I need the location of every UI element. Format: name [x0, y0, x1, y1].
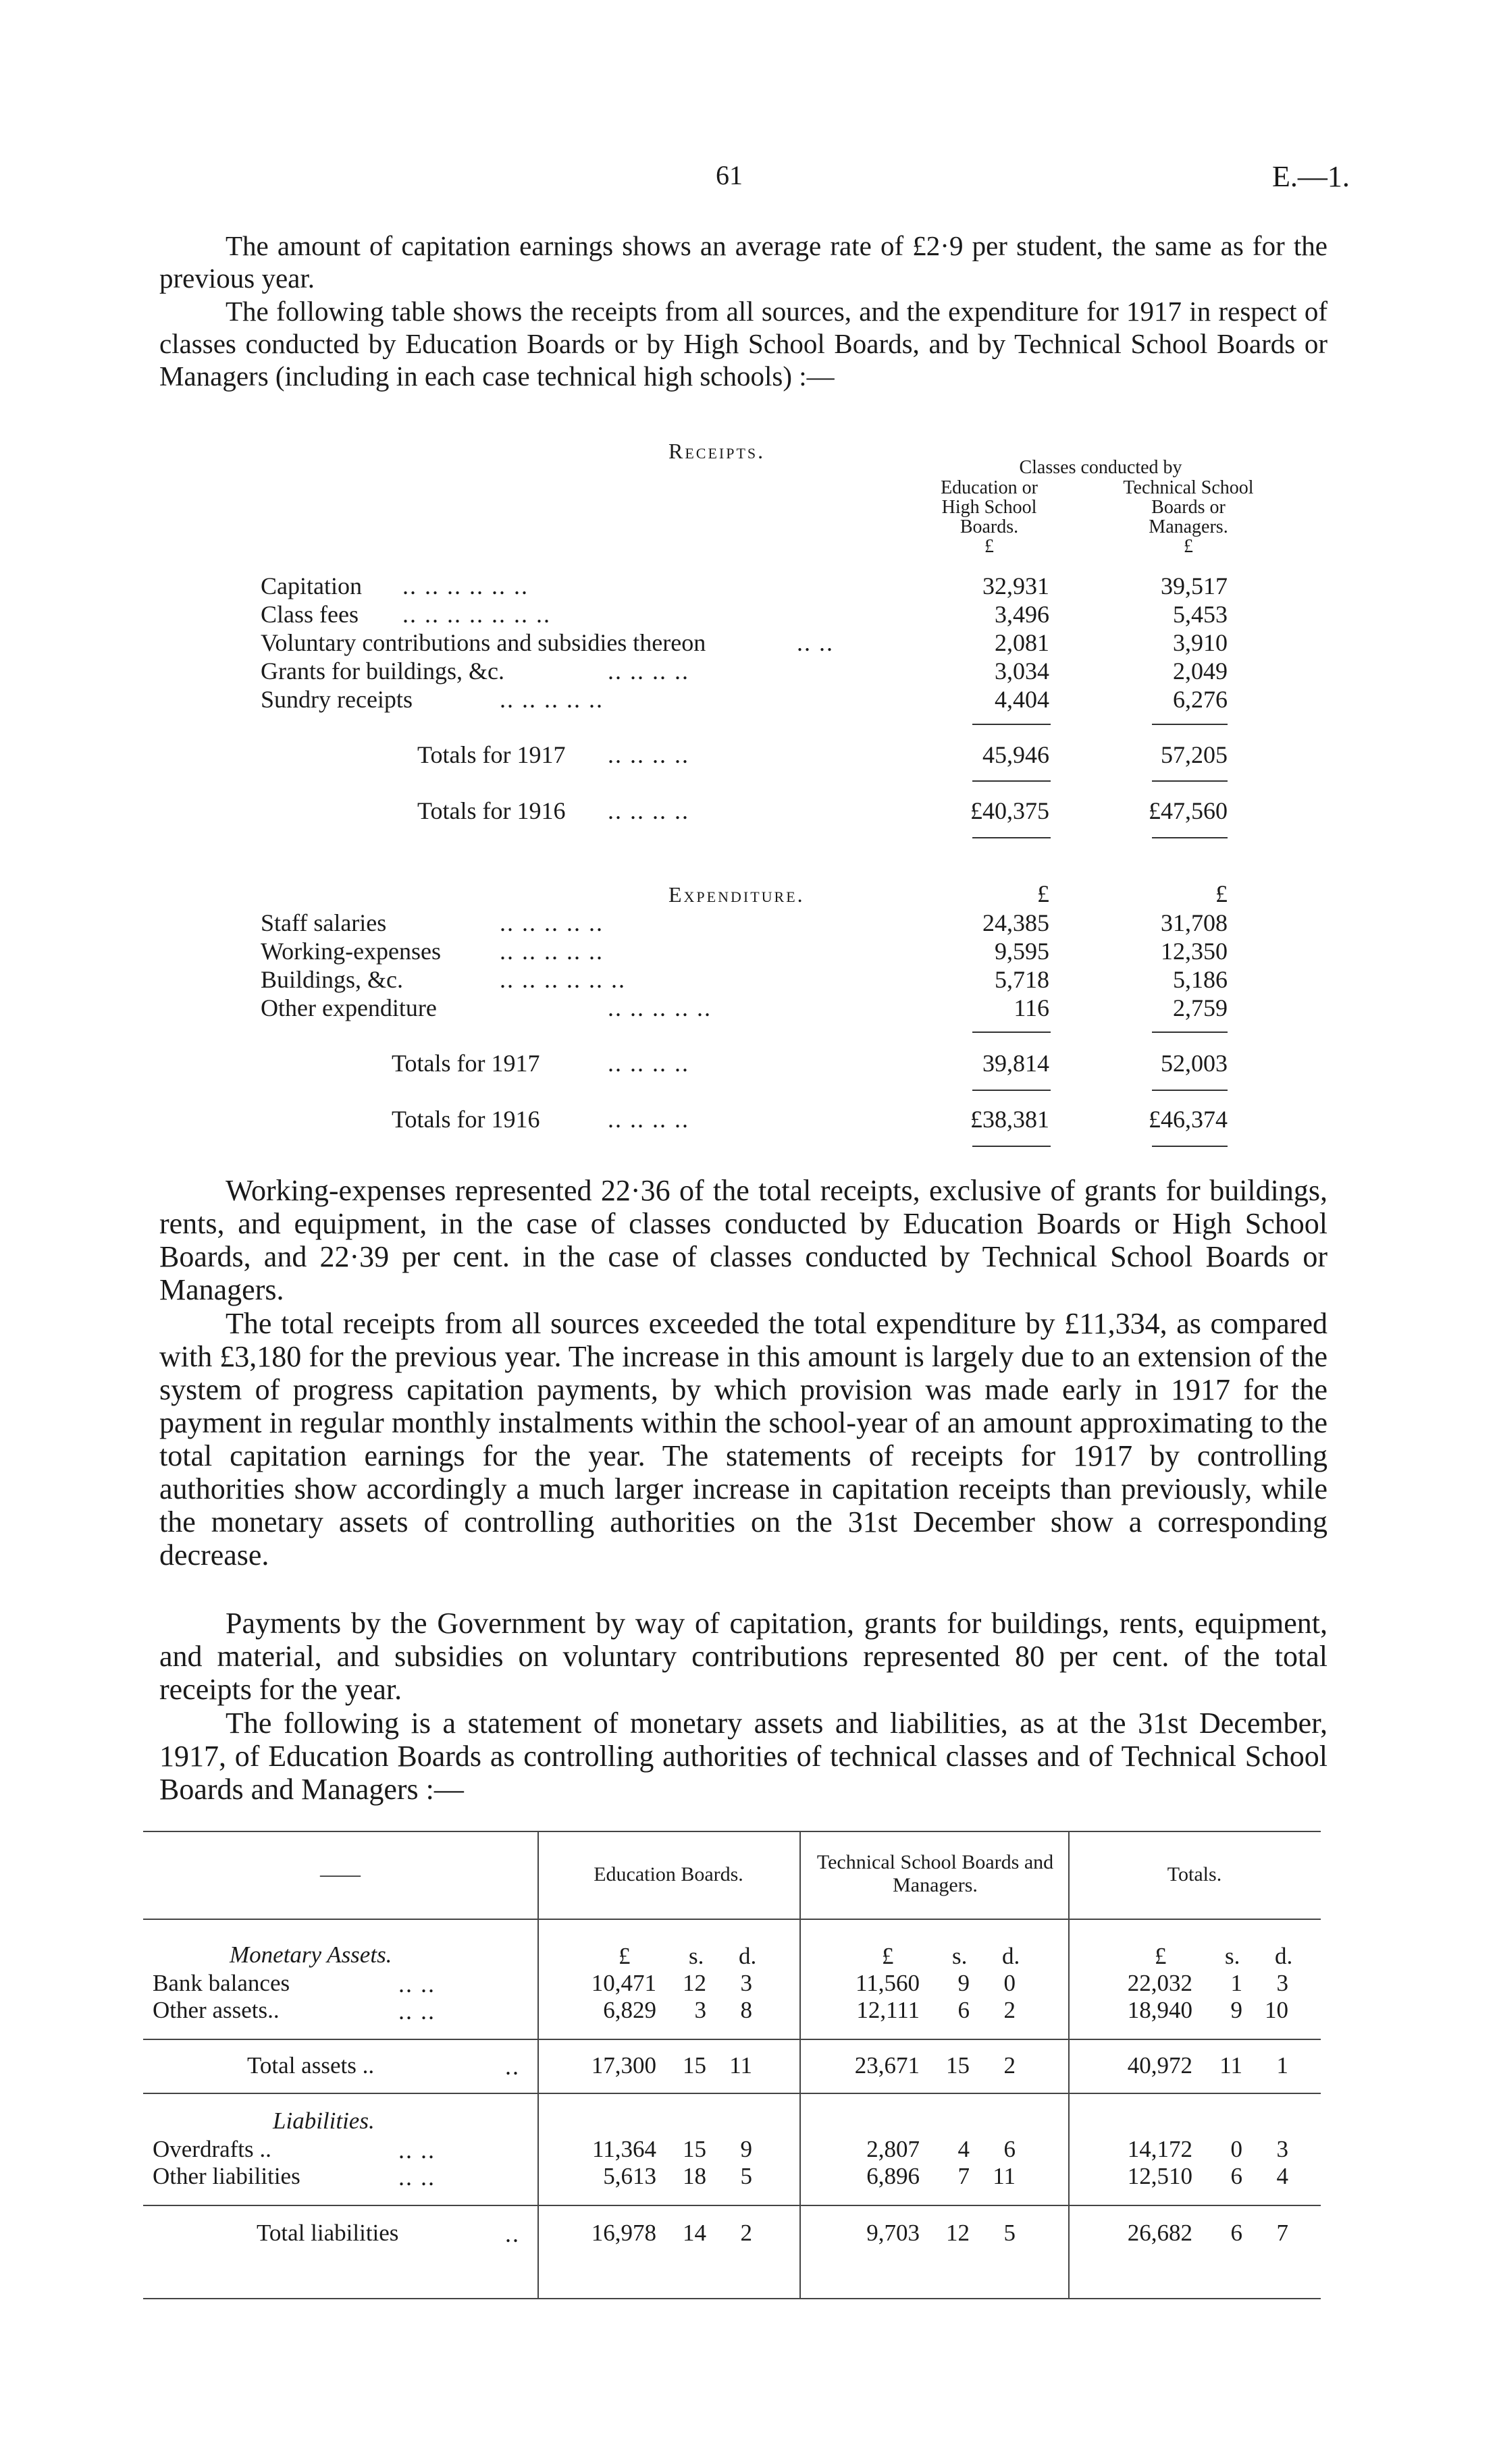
leader-dots: .. .. .. ..	[608, 1050, 689, 1077]
table-cell: 0	[1003, 1970, 1016, 1996]
table-cell: 39,517	[1161, 572, 1228, 599]
table-cell: 5,718	[995, 966, 1049, 993]
table-cell: 6,896	[866, 2163, 920, 2189]
table-cell: 2	[1003, 2052, 1016, 2079]
sum-rule	[1152, 1090, 1228, 1091]
unit-shillings: s.	[689, 1943, 704, 1969]
unit-pounds: £	[882, 1943, 894, 1969]
leader-dots: .. .. .. ..	[608, 1106, 689, 1133]
column-divider	[799, 1831, 801, 2298]
table-row-label: Sundry receipts	[261, 686, 413, 713]
table-row-label: Staff salaries	[261, 909, 387, 936]
paragraph-government-payments: Payments by the Government by way of capitation, grants for buildings, rents, equipment, and material, and subsidies on voluntary contributions represented 80 per cent. of the total receipts for the year.	[159, 1607, 1327, 1706]
table-cell: 17,300	[591, 2052, 656, 2079]
table-cell: 3,910	[1173, 629, 1228, 656]
sum-rule	[972, 1032, 1051, 1033]
table-cell: 3	[740, 1970, 752, 1996]
unit-shillings: s.	[1225, 1943, 1240, 1969]
table-row-label: Other assets..	[153, 1997, 280, 2023]
page-number: 61	[716, 160, 743, 190]
table-cell: 15	[946, 2052, 970, 2079]
unit-shillings: s.	[952, 1943, 968, 1969]
leader-dots: .. .. .. .. .. ..	[402, 572, 529, 599]
table-cell: 15	[683, 2136, 706, 2162]
table-cell: 2,081	[995, 629, 1049, 656]
leader-dots: .. .. .. .. ..	[500, 686, 604, 713]
leader-dots: .. .. .. .. .. ..	[500, 966, 626, 993]
table-cell: 9	[740, 2136, 752, 2162]
page-code: E.—1.	[1272, 160, 1350, 193]
table-cell: 6	[957, 1997, 970, 2023]
table-cell: 39,814	[982, 1050, 1049, 1077]
table-cell: 11,364	[592, 2136, 656, 2162]
table-row-label: Other liabilities	[153, 2163, 300, 2189]
totals-1917-label: Totals for 1917	[417, 741, 566, 768]
table-cell: 23,671	[854, 2052, 920, 2079]
blank-header: ——	[320, 1863, 361, 1885]
monetary-assets-title: Monetary Assets.	[230, 1941, 392, 1968]
total-assets-label: Total assets ..	[247, 2052, 375, 2079]
table-row-label: Bank balances	[153, 1970, 290, 1996]
table-cell: 3	[1276, 2136, 1288, 2162]
receipts-title: Receipts.	[668, 439, 766, 463]
table-cell: 12	[683, 1970, 706, 1996]
table-cell: 3,496	[995, 601, 1049, 628]
table-cell: £47,560	[1149, 797, 1228, 824]
table-cell: 26,682	[1127, 2220, 1192, 2246]
table-cell: 9,703	[866, 2220, 920, 2246]
table-row-label: Class fees	[261, 601, 359, 628]
leader-dots: .. ..	[398, 2164, 436, 2191]
classes-conducted-header: Classes conducted by	[1019, 457, 1182, 478]
table-row-label: Voluntary contributions and subsidies thereon	[261, 629, 706, 656]
currency-label: £	[1037, 880, 1049, 907]
table-cell: 52,003	[1161, 1050, 1228, 1077]
table-cell: 18,940	[1127, 1997, 1192, 2023]
unit-pence: d.	[739, 1943, 757, 1969]
table-row-label: Working-expenses	[261, 938, 442, 965]
table-cell: 12,111	[856, 1997, 920, 2023]
table-cell: 10	[1265, 1997, 1288, 2023]
table-cell: 116	[1014, 994, 1049, 1021]
table-cell: 6,276	[1173, 686, 1228, 713]
leader-dots: .. ..	[398, 1998, 436, 2025]
table-cell: 6	[1003, 2136, 1016, 2162]
header-technical-school: Technical School Boards and Managers.	[816, 1851, 1054, 1896]
sum-rule	[972, 837, 1051, 838]
table-cell: £38,381	[970, 1106, 1049, 1133]
table-cell: 2,049	[1173, 658, 1228, 685]
table-row-rule	[143, 2205, 1321, 2206]
table-row-rule	[143, 2039, 1321, 2040]
table-cell: 45,946	[982, 741, 1049, 768]
table-cell: 1	[1276, 2052, 1288, 2079]
table-cell: 5,186	[1173, 966, 1228, 993]
leader-dots: ..	[505, 2220, 520, 2247]
paragraph-capitation: The amount of capitation earnings shows an average rate of £2·9 per student, the same as for the previous year.	[159, 230, 1327, 294]
table-cell: 1	[1230, 1970, 1242, 1996]
header-education-boards: Education Boards.	[594, 1863, 743, 1885]
table-cell: 3	[694, 1997, 706, 2023]
sum-rule	[1152, 837, 1228, 838]
table-cell: 9	[1230, 1997, 1242, 2023]
unit-pence: d.	[1275, 1943, 1293, 1969]
table-cell: 14,172	[1127, 2136, 1192, 2162]
table-row-label: Buildings, &c.	[261, 966, 404, 993]
table-cell: 6	[1230, 2220, 1242, 2246]
currency-label: £	[1215, 880, 1228, 907]
table-cell: 11	[993, 2163, 1016, 2189]
leader-dots: ..	[505, 2053, 520, 2080]
table-cell: 40,972	[1127, 2052, 1192, 2079]
table-cell: 12,510	[1127, 2163, 1192, 2189]
paragraph-working-expenses: Working-expenses represented 22·36 of the total receipts, exclusive of grants for buildings, rents, and equipment, in the case of classes conducted by Education Boards or High School Boards, and 22·39 per cent. in the case of classes conducted by Technical School Boards or Managers.	[159, 1174, 1327, 1306]
leader-dots: .. .. .. ..	[608, 658, 689, 685]
table-row-rule	[143, 2093, 1321, 2094]
totals-1916-label: Totals for 1916	[417, 797, 566, 824]
table-row-label: Overdrafts ..	[153, 2136, 271, 2162]
table-cell: 16,978	[591, 2220, 656, 2246]
table-cell: 15	[683, 2052, 706, 2079]
col-education-header: Education or High School Boards. £	[941, 477, 1038, 557]
sum-rule	[972, 1090, 1051, 1091]
sum-rule	[1152, 1032, 1228, 1033]
unit-pounds: £	[619, 1943, 631, 1969]
liabilities-title: Liabilities.	[273, 2108, 375, 2134]
table-cell: 2	[740, 2220, 752, 2246]
table-cell: 7	[957, 2163, 970, 2189]
table-cell: 12,350	[1161, 938, 1228, 965]
sum-rule	[1152, 724, 1228, 725]
table-cell: 9	[957, 1970, 970, 1996]
table-cell: 2	[1003, 1997, 1016, 2023]
leader-dots: .. .. .. .. .. .. ..	[402, 601, 551, 628]
sum-rule	[972, 1146, 1051, 1147]
table-cell: 3	[1276, 1970, 1288, 1996]
table-cell: 5,613	[603, 2163, 656, 2189]
table-cell: 12	[946, 2220, 970, 2246]
table-row-label: Other expenditure	[261, 994, 437, 1021]
table-cell: 57,205	[1161, 741, 1228, 768]
exp-totals-1916-label: Totals for 1916	[392, 1106, 540, 1133]
table-row-label: Grants for buildings, &c.	[261, 658, 504, 685]
table-row-label: Capitation	[261, 572, 362, 599]
sum-rule	[972, 724, 1051, 725]
column-divider	[537, 1831, 539, 2298]
unit-pounds: £	[1155, 1943, 1167, 1969]
table-cell: 6	[1230, 2163, 1242, 2189]
sum-rule	[1152, 780, 1228, 782]
column-divider	[1068, 1831, 1070, 2298]
table-cell: 24,385	[982, 909, 1049, 936]
leader-dots: .. ..	[398, 2137, 436, 2164]
table-cell: 2,807	[866, 2136, 920, 2162]
table-cell: 11	[729, 2052, 752, 2079]
leader-dots: .. ..	[797, 629, 834, 656]
table-cell: 2,759	[1173, 994, 1228, 1021]
table-header-rule	[143, 1919, 1321, 1920]
table-cell: 31,708	[1161, 909, 1228, 936]
table-cell: 0	[1230, 2136, 1242, 2162]
leader-dots: .. .. .. ..	[608, 797, 689, 824]
paragraph-total-receipts: The total receipts from all sources exceeded the total expenditure by £11,334, as compared with £3,180 for the previous year. The increase in this amount is largely due to an extension of the system of progress capitation payments, by which provision was made early in 1917 for the payment in regular monthly instalments within the school-year of an amount approximating to the total capitation earnings for the year. The statements of receipts for 1917 by controlling authorities show accordingly a much larger increase in capitation receipts than previously, while the monetary assets of controlling authorities on the 31st December show a corresponding decrease.	[159, 1307, 1327, 1572]
table-cell: 9,595	[995, 938, 1049, 965]
table-cell: £40,375	[970, 797, 1049, 824]
sum-rule	[972, 780, 1051, 782]
col-technical-header: Technical School Boards or Managers. £	[1123, 477, 1254, 557]
paragraph-table-intro: The following table shows the receipts from all sources, and the expenditure for 1917 in respect of classes conducted by Education Boards or by High School Boards, and by Technical School Boards or Managers (including in each case technical high schools) :—	[159, 296, 1327, 392]
table-cell: 4	[1276, 2163, 1288, 2189]
table-cell: 5,453	[1173, 601, 1228, 628]
table-cell: 18	[683, 2163, 706, 2189]
unit-pence: d.	[1002, 1943, 1020, 1969]
total-liabilities-label: Total liabilities	[257, 2220, 399, 2246]
table-top-rule	[143, 1831, 1321, 1832]
table-cell: £46,374	[1149, 1106, 1228, 1133]
table-cell: 5	[1003, 2220, 1016, 2246]
table-cell: 10,471	[591, 1970, 656, 1996]
paragraph-assets-intro: The following is a statement of monetary assets and liabilities, as at the 31st December, 1917, of Education Boards as controlling authorities of technical classes and of Technical School Boards and Managers :—	[159, 1707, 1327, 1806]
expenditure-title: Expenditure.	[668, 882, 805, 907]
table-cell: 11,560	[856, 1970, 920, 1996]
table-cell: 11	[1219, 2052, 1242, 2079]
table-cell: 14	[683, 2220, 706, 2246]
leader-dots: .. .. .. .. ..	[608, 994, 712, 1021]
table-cell: 7	[1276, 2220, 1288, 2246]
table-cell: 22,032	[1127, 1970, 1192, 1996]
table-cell: 32,931	[982, 572, 1049, 599]
table-cell: 6,829	[603, 1997, 656, 2023]
table-cell: 8	[740, 1997, 752, 2023]
leader-dots: .. .. .. ..	[608, 741, 689, 768]
leader-dots: .. .. .. .. ..	[500, 909, 604, 936]
table-cell: 5	[740, 2163, 752, 2189]
table-cell: 3,034	[995, 658, 1049, 685]
table-cell: 4,404	[995, 686, 1049, 713]
header-totals: Totals.	[1167, 1863, 1222, 1885]
sum-rule	[1152, 1146, 1228, 1147]
table-bottom-rule	[143, 2298, 1321, 2299]
table-cell: 4	[957, 2136, 970, 2162]
leader-dots: .. .. .. .. ..	[500, 938, 604, 965]
leader-dots: .. ..	[398, 1971, 436, 1998]
exp-totals-1917-label: Totals for 1917	[392, 1050, 540, 1077]
